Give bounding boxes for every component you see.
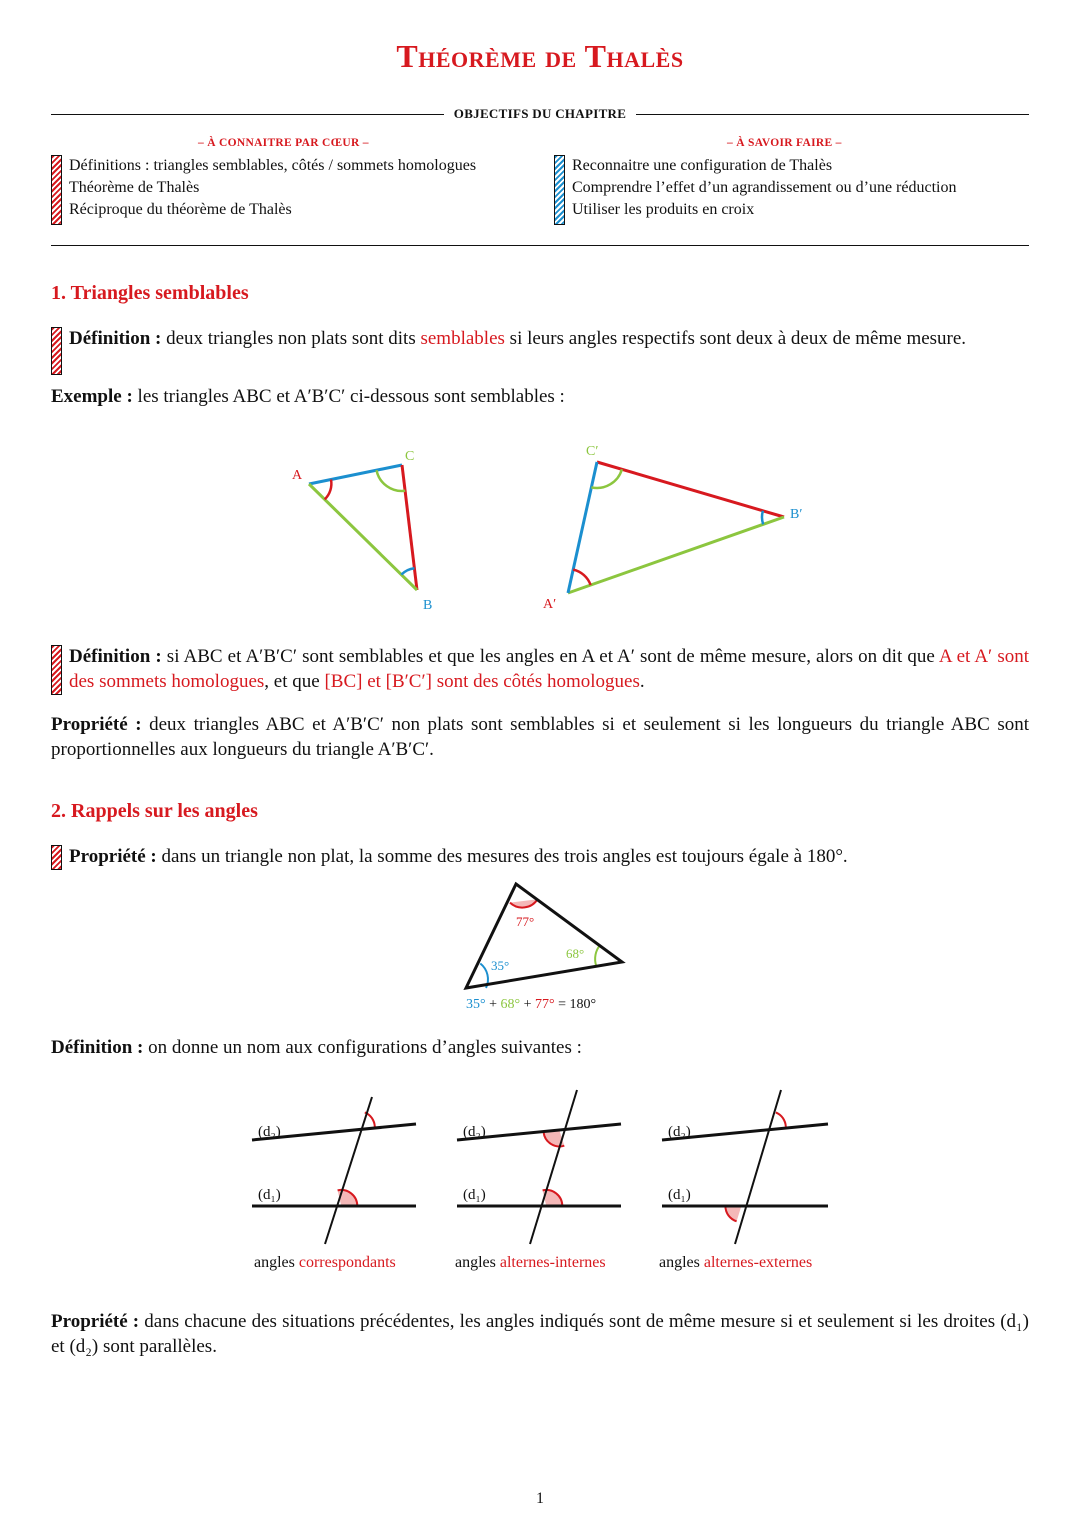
stripe-red-icon [51, 845, 62, 870]
list-item: Utiliser les produits en croix [572, 201, 755, 218]
page-number: 1 [536, 1490, 544, 1507]
example: Exemple : les triangles ABC et A′B′C′ ci-dessous sont semblables : [51, 386, 565, 407]
list-item: Comprendre l’effet d’un agrandissement ou d’une réduction [572, 179, 957, 196]
property-proportional: Propriété : deux triangles ABC et A′B′C′ non plats sont semblables si et seulement si les longueurs du triangle ABC sont proportionnelles aux longueurs du triangle A′B′C′. [51, 714, 1030, 760]
angle-sum-equation: 35° + 68° + 77° = 180° [466, 997, 597, 1012]
angle-B-mark [401, 568, 414, 574]
objectives-left-heading: – À CONNAITRE PAR CŒUR – [198, 137, 369, 149]
config-correspondants-figure [245, 1080, 425, 1250]
label-d2: (d₂) [668, 1124, 691, 1140]
caption-correspondants: angles correspondants [254, 1254, 396, 1271]
list-item: Définitions : triangles semblables, côtés / sommets homologues [69, 157, 477, 174]
segment-AC [309, 465, 402, 484]
page-title: Théorème de Thalès [396, 38, 684, 74]
similar-triangles-figure [280, 440, 820, 620]
definition-semblables: Définition : deux triangles non plats sont dits semblables si leurs angles respectifs sont deux à deux de même mesure. [69, 328, 967, 349]
label-A: A [292, 468, 303, 483]
secant [735, 1090, 781, 1244]
objectives-heading: OBJECTIFS DU CHAPITRE [0, 106, 1080, 122]
segment-C2B2 [597, 462, 784, 517]
angle-77-mark [510, 899, 538, 907]
objectives-bottom-rule [51, 245, 1029, 246]
angle-35-label: 35° [491, 958, 510, 973]
label-d2: (d₂) [463, 1124, 486, 1140]
objectives-left-list [69, 155, 476, 221]
objectives-right-heading: – À SAVOIR FAIRE – [727, 137, 842, 149]
label-C: C [405, 449, 415, 464]
stripe-blue-icon [554, 155, 565, 225]
angle-68-label: 68° [566, 946, 585, 961]
triangle [466, 884, 622, 988]
secant [325, 1097, 372, 1244]
label-d1: (d₁) [258, 1187, 281, 1203]
label-B: B [423, 598, 433, 613]
angle-A-mark [325, 480, 332, 500]
stripe-red-icon [51, 155, 62, 225]
property-angle-sum: Propriété : dans un triangle non plat, la somme des mesures des trois angles est toujours égale à 180°. [69, 846, 848, 867]
property-parallel-lines: Propriété : dans chacune des situations précédentes, les angles indiqués sont de même mesure si et seulement si les droites (d₁) et (d₂) sont parallèles. [51, 1311, 1030, 1357]
caption-alternes-internes: angles alternes-internes [455, 1254, 606, 1271]
label-A2: A′ [543, 597, 557, 612]
stripe-red-icon [51, 645, 62, 695]
angle-B2-mark [762, 511, 763, 525]
definition-homologues: Définition : si ABC et A′B′C′ sont semblables et que les angles en A et A′ sont de même mesure, alors on dit que A et A′ sont des sommets homologues, et que [BC] et [B′C′] sont des côtés homologues. [69, 646, 1029, 692]
angle-mark [776, 1112, 786, 1126]
caption-alternes-externes: angles alternes-externes [659, 1254, 813, 1271]
label-d1: (d₁) [463, 1187, 486, 1203]
angle-A2-mark [573, 570, 590, 585]
angle-77-label: 77° [516, 914, 535, 929]
stripe-red-icon [51, 327, 62, 375]
config-alternes-internes-figure [450, 1080, 630, 1250]
label-C2: C′ [586, 444, 599, 459]
objectives-right-list [572, 155, 956, 221]
label-d1: (d₁) [668, 1187, 691, 1203]
definition-configurations: Définition : on donne un nom aux configurations d’angles suivantes : [51, 1037, 582, 1058]
label-d2: (d₂) [258, 1124, 281, 1140]
config-alternes-externes-figure [655, 1080, 835, 1250]
segment-B2A2 [568, 517, 784, 593]
list-item: Reconnaitre une configuration de Thalès [572, 157, 833, 174]
list-item: Théorème de Thalès [69, 179, 200, 196]
section-title: 1. Triangles semblables [51, 282, 249, 304]
list-item: Réciproque du théorème de Thalès [69, 201, 292, 218]
label-B2: B′ [790, 507, 803, 522]
section-title: 2. Rappels sur les angles [51, 800, 258, 822]
secant [530, 1090, 577, 1244]
angle-68-mark [595, 945, 600, 966]
angle-C-mark [377, 470, 406, 491]
